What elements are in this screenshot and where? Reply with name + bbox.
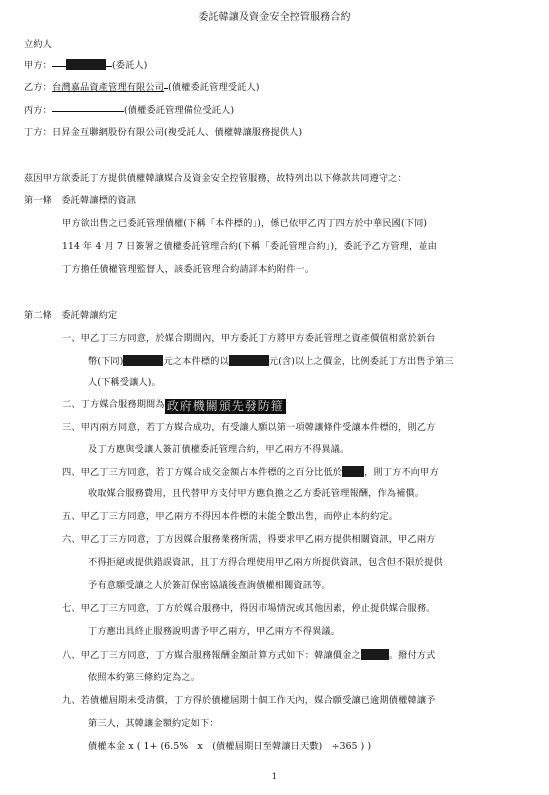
article-1-line-3: 丁方擔任債權管理監督人，該委託管理合約請詳本約附件一。 (62, 264, 315, 275)
party-b-label: 乙方： (24, 82, 53, 93)
document-title: 委託韓讓及資金安全控管服務合約 (198, 12, 351, 23)
article-1-line-1: 甲方欲出售之已委託管理債權(下稱「本件標的」)，係已依甲乙丙丁四方於中華民國(下同) (62, 218, 428, 229)
clause-9-line-2: 第三人，其韓讓金額約定如下： (88, 718, 219, 729)
clause-7-line-1: 七、甲乙丁三方同意，丁方於媒合服務中，得因市場情況或其他因素，停止提供媒合服務。 (62, 603, 436, 614)
party-b-line (24, 82, 260, 94)
clause-7-line-2: 丁方應出具終止服務說明書予甲乙兩方，甲乙兩方不得異議。 (88, 626, 341, 637)
clause-2-line-1: 二、丁方媒合服務期間為 政府機關頒先發防箍 (62, 399, 284, 413)
clause-8-line-2: 依照本約第三條約定為之。 (88, 672, 201, 683)
party-c-suffix: (債權委託管理備位受託人) (124, 105, 235, 116)
redacted-party-a-name (66, 59, 106, 70)
clause-5-line-1: 五、甲乙丁三方同意，甲乙兩方不得因本件標的未能全數出售，而停止本約約定。 (62, 511, 399, 522)
party-c-label: 丙方： (24, 105, 53, 116)
redacted-fee-rate (361, 649, 389, 660)
redacted-amount-1 (123, 355, 163, 366)
party-b-name: 台灣嘉品資產管理有限公司 (52, 82, 165, 93)
clause-6-line-1: 六、甲乙丁三方同意，丁方因媒合服務業務所需，得要求甲乙兩方提供相關資訊，甲乙兩方 (62, 534, 436, 545)
preamble: 茲因甲方欲委託丁方提供債權韓讓媒合及資金安全控管服務，故特列出以下條款共同遵守之： (24, 173, 407, 184)
party-c-line (24, 105, 234, 117)
party-a-suffix: (委託人) (112, 60, 148, 71)
clause-8-line-1: 八、甲乙丁三方同意，丁方媒合服務報酬金額計算方式如下：韓讓價金之 。撥付方式 (62, 650, 436, 661)
clause-9-formula: 債權本金 x ( 1+ (6.5% x (債權屆期日至韓讓日天數) ÷365 ) ) (88, 741, 372, 752)
clause-4-line-2: 收取媒合服務費用，且代替甲方支付甲方應負擔之乙方委託管理報酬，作為補償。 (88, 488, 425, 499)
article-1-line-2: 114 年 4 月 7 日簽署之債權委託管理合約(下稱「委託管理合約」)，委託予乙方管理，並由 (62, 241, 438, 252)
clause-1-line-3: 人(下稱受讓人)。 (88, 377, 161, 388)
article-2-heading: 第二條 委託韓讓約定 (24, 310, 118, 321)
clause-6-line-3: 予有意願受讓之人於簽訂保密協議後查詢債權相關資訊等。 (88, 580, 331, 591)
redacted-amount-2 (229, 355, 269, 366)
party-b-suffix: (債權委託管理受託人) (168, 82, 260, 93)
party-a-line (24, 59, 148, 72)
clause-3-line-2: 及丁方應與受讓人簽訂債權委託管理合約，甲乙兩方不得異議。 (88, 444, 350, 455)
clause-6-line-2: 不得拒絕或提供錯誤資訊，且丁方得合理使用甲乙兩方所提供資訊，包含但不限於提供 (88, 557, 443, 568)
parties-heading: 立約人 (24, 39, 53, 50)
clause-4-line-1: 四、甲乙丁三方同意，若丁方媒合成交金額占本件標的之百分比低於 ，則丁方不向甲方 (62, 467, 439, 478)
party-a-label: 甲方： (24, 60, 53, 71)
party-d-line: 丁方：日昇金互聯網股份有限公司(複受託人、債權韓讓服務提供人) (24, 127, 303, 138)
obscured-service-period: 政府機關頒先發防箍 (166, 399, 284, 413)
article-1-heading: 第一條 委託韓讓標的資訊 (24, 195, 137, 206)
party-c-blank (52, 111, 124, 112)
clause-9-line-1: 九、若債權屆期未受清償，丁方得於債權屆期十個工作天內，媒合願受讓已逾期債權韓讓予 (62, 695, 436, 706)
clause-3-line-1: 三、甲丙兩方同意，若丁方媒合成功，有受讓人願以第一項韓讓條件受讓本件標的，則乙方 (62, 422, 436, 433)
redacted-percentage (342, 466, 364, 477)
clause-1-line-2: 幣(下同) 元之本件標的以 元(含)以上之價金，比例委託丁方出售予第三 (88, 356, 454, 367)
clause-1-line-1: 一、甲乙丁三方同意，於媒合期間內，甲方委託丁方將甲方委託管理之資產價值相當於新台 (62, 333, 436, 344)
page-number: 1 (271, 772, 278, 781)
